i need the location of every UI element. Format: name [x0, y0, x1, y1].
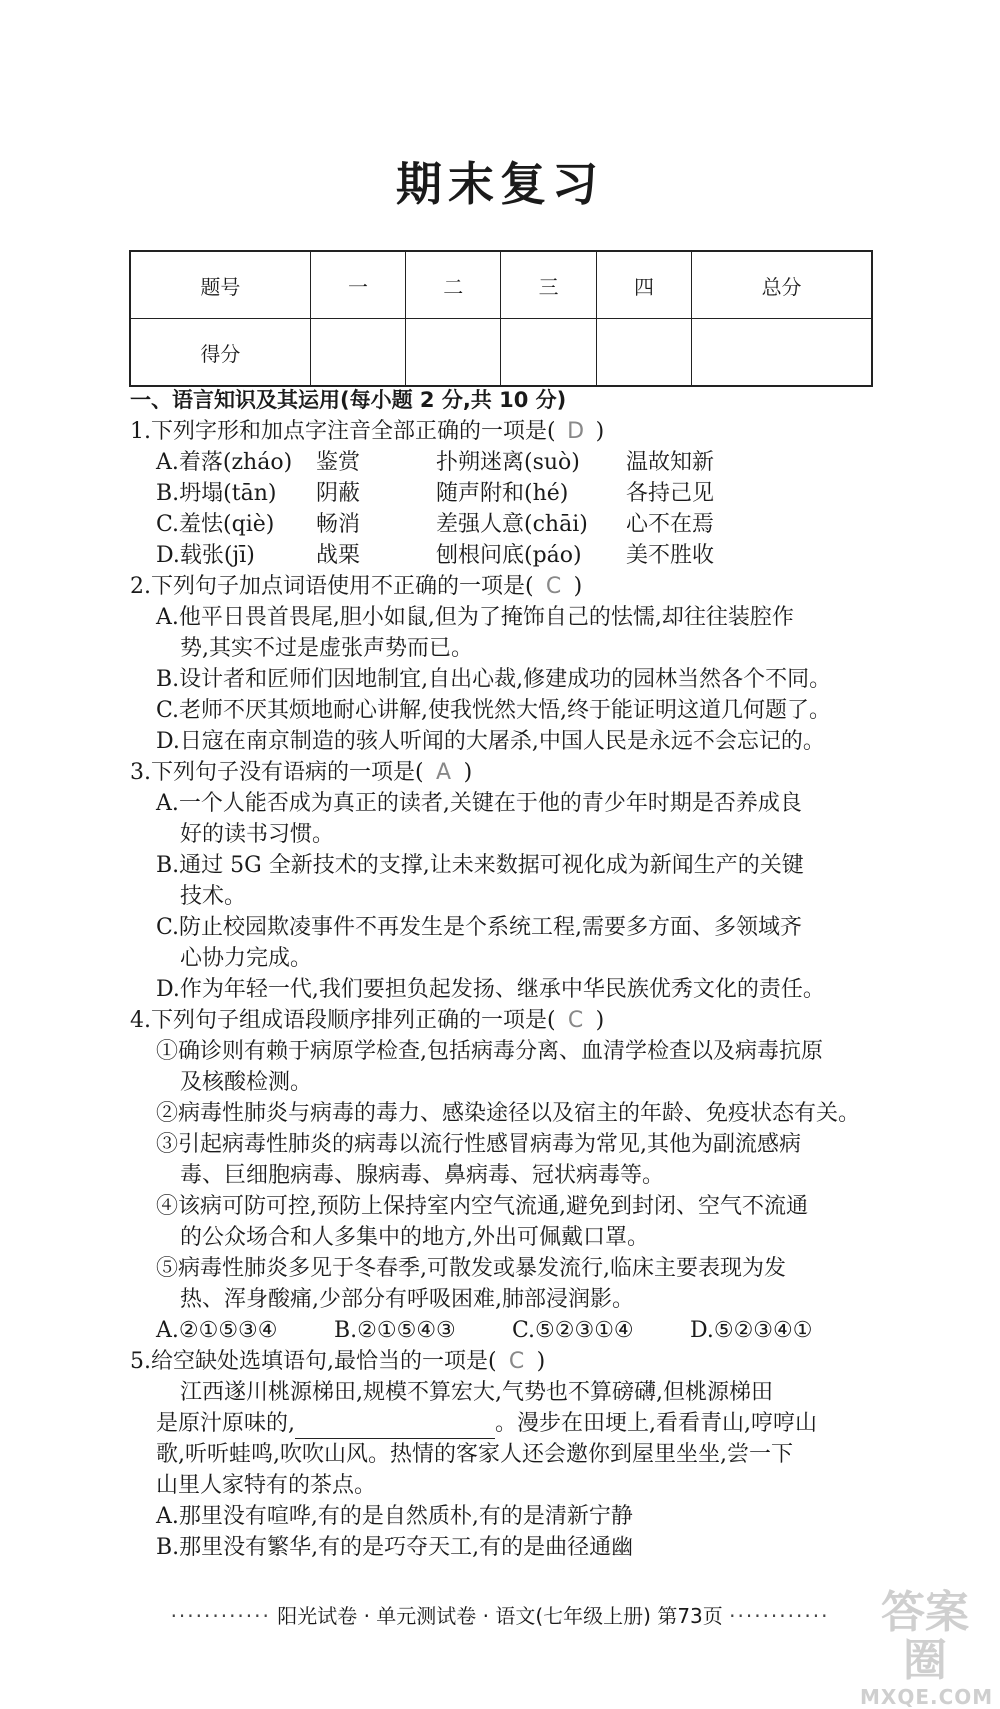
- passage-line: 江西遂川桃源梯田,规模不算宏大,气势也不算磅礴,但桃源梯田: [180, 1380, 773, 1405]
- option-line: A.一个人能否成为真正的读者,关键在于他的青少年时期是否养成良: [156, 791, 802, 816]
- answer-mark: D: [567, 419, 585, 444]
- footer-dots-right: ············: [729, 1604, 830, 1628]
- score-input-cell[interactable]: [596, 319, 691, 387]
- passage-line: 山里人家特有的茶点。: [156, 1473, 377, 1498]
- option-a: A.②①⑤③④: [156, 1318, 278, 1343]
- option-cell: 战栗: [316, 543, 361, 568]
- option-line: C.老师不厌其烦地耐心讲解,使我恍然大悟,终于能证明这道几何题了。: [156, 698, 832, 723]
- option-cell: 各持己见: [626, 481, 715, 506]
- option-b: B.②①⑤④③: [334, 1318, 456, 1343]
- option-row: [130, 478, 878, 509]
- option-cell: 鉴赏: [316, 450, 361, 475]
- option-line: 势,其实不过是虚张声势而已。: [180, 636, 473, 661]
- option-cell: 扑朔迷离(suò): [436, 450, 580, 475]
- option-row: [130, 540, 878, 571]
- option-line: A.那里没有喧哗,有的是自然质朴,有的是清新宁静: [156, 1504, 633, 1529]
- option-cell: 阴蔽: [316, 481, 361, 506]
- option-c: C.⑤②③①④: [512, 1318, 634, 1343]
- option-cell: D.载张(jī): [156, 543, 255, 568]
- answer-mark: C: [545, 574, 562, 599]
- option-line: 好的读书习惯。: [180, 822, 335, 847]
- sentence-line: 及核酸检测。: [180, 1070, 313, 1095]
- answer-mark: C: [508, 1349, 525, 1374]
- footer-dots-left: ············: [170, 1604, 271, 1628]
- table-cell: 四: [596, 251, 691, 319]
- option-cell: 刨根问底(páo): [436, 543, 582, 568]
- option-line: B.通过 5G 全新技术的支撑,让未来数据可视化成为新闻生产的关键: [156, 853, 804, 878]
- table-cell: 二: [406, 251, 501, 319]
- score-input-cell[interactable]: [310, 319, 405, 387]
- answer-mark: C: [567, 1008, 584, 1033]
- option-line: 心协力完成。: [180, 946, 313, 971]
- question-4-stem: 4.下列句子组成语段顺序排列正确的一项是( C ): [130, 1005, 878, 1036]
- option-row: [130, 509, 878, 540]
- score-table-header-row: [130, 251, 872, 319]
- option-cell: 随声附和(hé): [436, 481, 569, 506]
- table-cell: 三: [501, 251, 596, 319]
- sentence-line: ③引起病毒性肺炎的病毒以流行性感冒病毒为常见,其他为副流感病: [156, 1132, 801, 1157]
- option-d: D.⑤②③④①: [690, 1318, 813, 1343]
- table-cell: 得分: [130, 319, 310, 387]
- option-line: D.作为年轻一代,我们要担负起发扬、继承中华民族优秀文化的责任。: [156, 977, 825, 1002]
- page-title: 期末复习: [396, 157, 604, 211]
- sentence-line: 毒、巨细胞病毒、腺病毒、鼻病毒、冠状病毒等。: [180, 1163, 665, 1188]
- score-input-cell[interactable]: [501, 319, 596, 387]
- question-3-stem: 3.下列句子没有语病的一项是( A ): [130, 757, 878, 788]
- option-cell: A.着落(zháo): [156, 450, 293, 475]
- question-4-options: [130, 1315, 878, 1346]
- option-line: B.那里没有繁华,有的是巧夺天工,有的是曲径通幽: [156, 1535, 634, 1560]
- option-cell: 心不在焉: [626, 512, 715, 537]
- sentence-line: ⑤病毒性肺炎多见于冬春季,可散发或暴发流行,临床主要表现为发: [156, 1256, 786, 1281]
- option-line: B.设计者和匠师们因地制宜,自出心裁,修建成功的园林当然各个不同。: [156, 667, 832, 692]
- page-footer: [0, 1600, 1000, 1629]
- passage-line: 是原汁原味的, 。漫步在田埂上,看看青山,哼哼山: [130, 1408, 878, 1439]
- table-cell: 总分: [692, 251, 872, 319]
- question-5-stem: 5.给空缺处选填语句,最恰当的一项是( C ): [130, 1346, 878, 1377]
- watermark-url: MXQE.COM: [860, 1685, 994, 1709]
- question-1-options: [130, 447, 878, 571]
- sentence-line: ②病毒性肺炎与病毒的毒力、感染途径以及宿主的年龄、免疫状态有关。: [156, 1101, 861, 1126]
- option-row: [130, 447, 878, 478]
- option-line: C.防止校园欺凌事件不再发生是个系统工程,需要多方面、多领域齐: [156, 915, 803, 940]
- question-2-stem: 2.下列句子加点词语使用不正确的一项是( C ): [130, 571, 878, 602]
- score-input-cell[interactable]: [406, 319, 501, 387]
- answer-mark: A: [436, 760, 452, 785]
- question-1-stem: 1.下列字形和加点字注音全部正确的一项是( D ): [130, 416, 878, 447]
- option-cell: 差强人意(chāi): [436, 512, 588, 537]
- option-cell: 温故知新: [626, 450, 715, 475]
- sentence-line: 的公众场合和人多集中的地方,外出可佩戴口罩。: [180, 1225, 649, 1250]
- option-cell: C.羞怯(qiè): [156, 512, 275, 537]
- passage-line: 歌,听听蛙鸣,吹吹山风。热情的客家人还会邀你到屋里坐坐,尝一下: [156, 1442, 793, 1467]
- option-cell: B.坍塌(tān): [156, 481, 277, 506]
- sentence-line: ①确诊则有赖于病原学检查,包括病毒分离、血清学检查以及病毒抗原: [156, 1039, 823, 1064]
- table-cell: 题号: [130, 251, 310, 319]
- option-line: A.他平日畏首畏尾,胆小如鼠,但为了掩饰自己的怯懦,却往往装腔作: [156, 605, 794, 630]
- score-table: [129, 250, 873, 387]
- sentence-line: ④该病可防可控,预防上保持室内空气流通,避免到封闭、空气不流通: [156, 1194, 808, 1219]
- fill-blank[interactable]: [295, 1416, 495, 1439]
- exam-body: [130, 384, 878, 1563]
- option-cell: 畅消: [316, 512, 361, 537]
- watermark-logo: [860, 1587, 994, 1709]
- option-line: 技术。: [180, 884, 247, 909]
- watermark-text: 答案圈: [881, 1587, 969, 1686]
- option-line: D.日寇在南京制造的骇人听闻的大屠杀,中国人民是永远不会忘记的。: [156, 729, 825, 754]
- page-number: 第73页: [657, 1604, 723, 1628]
- table-cell: 一: [310, 251, 405, 319]
- score-table-score-row: [130, 319, 872, 387]
- footer-text: 阳光试卷 · 单元测试卷 · 语文(七年级上册): [277, 1604, 651, 1628]
- sentence-line: 热、浑身酸痛,少部分有呼吸困难,肺部浸润影。: [180, 1287, 634, 1312]
- score-input-cell[interactable]: [692, 319, 872, 387]
- section-heading: 一、语言知识及其运用(每小题 2 分,共 10 分): [130, 388, 567, 412]
- option-cell: 美不胜收: [626, 543, 715, 568]
